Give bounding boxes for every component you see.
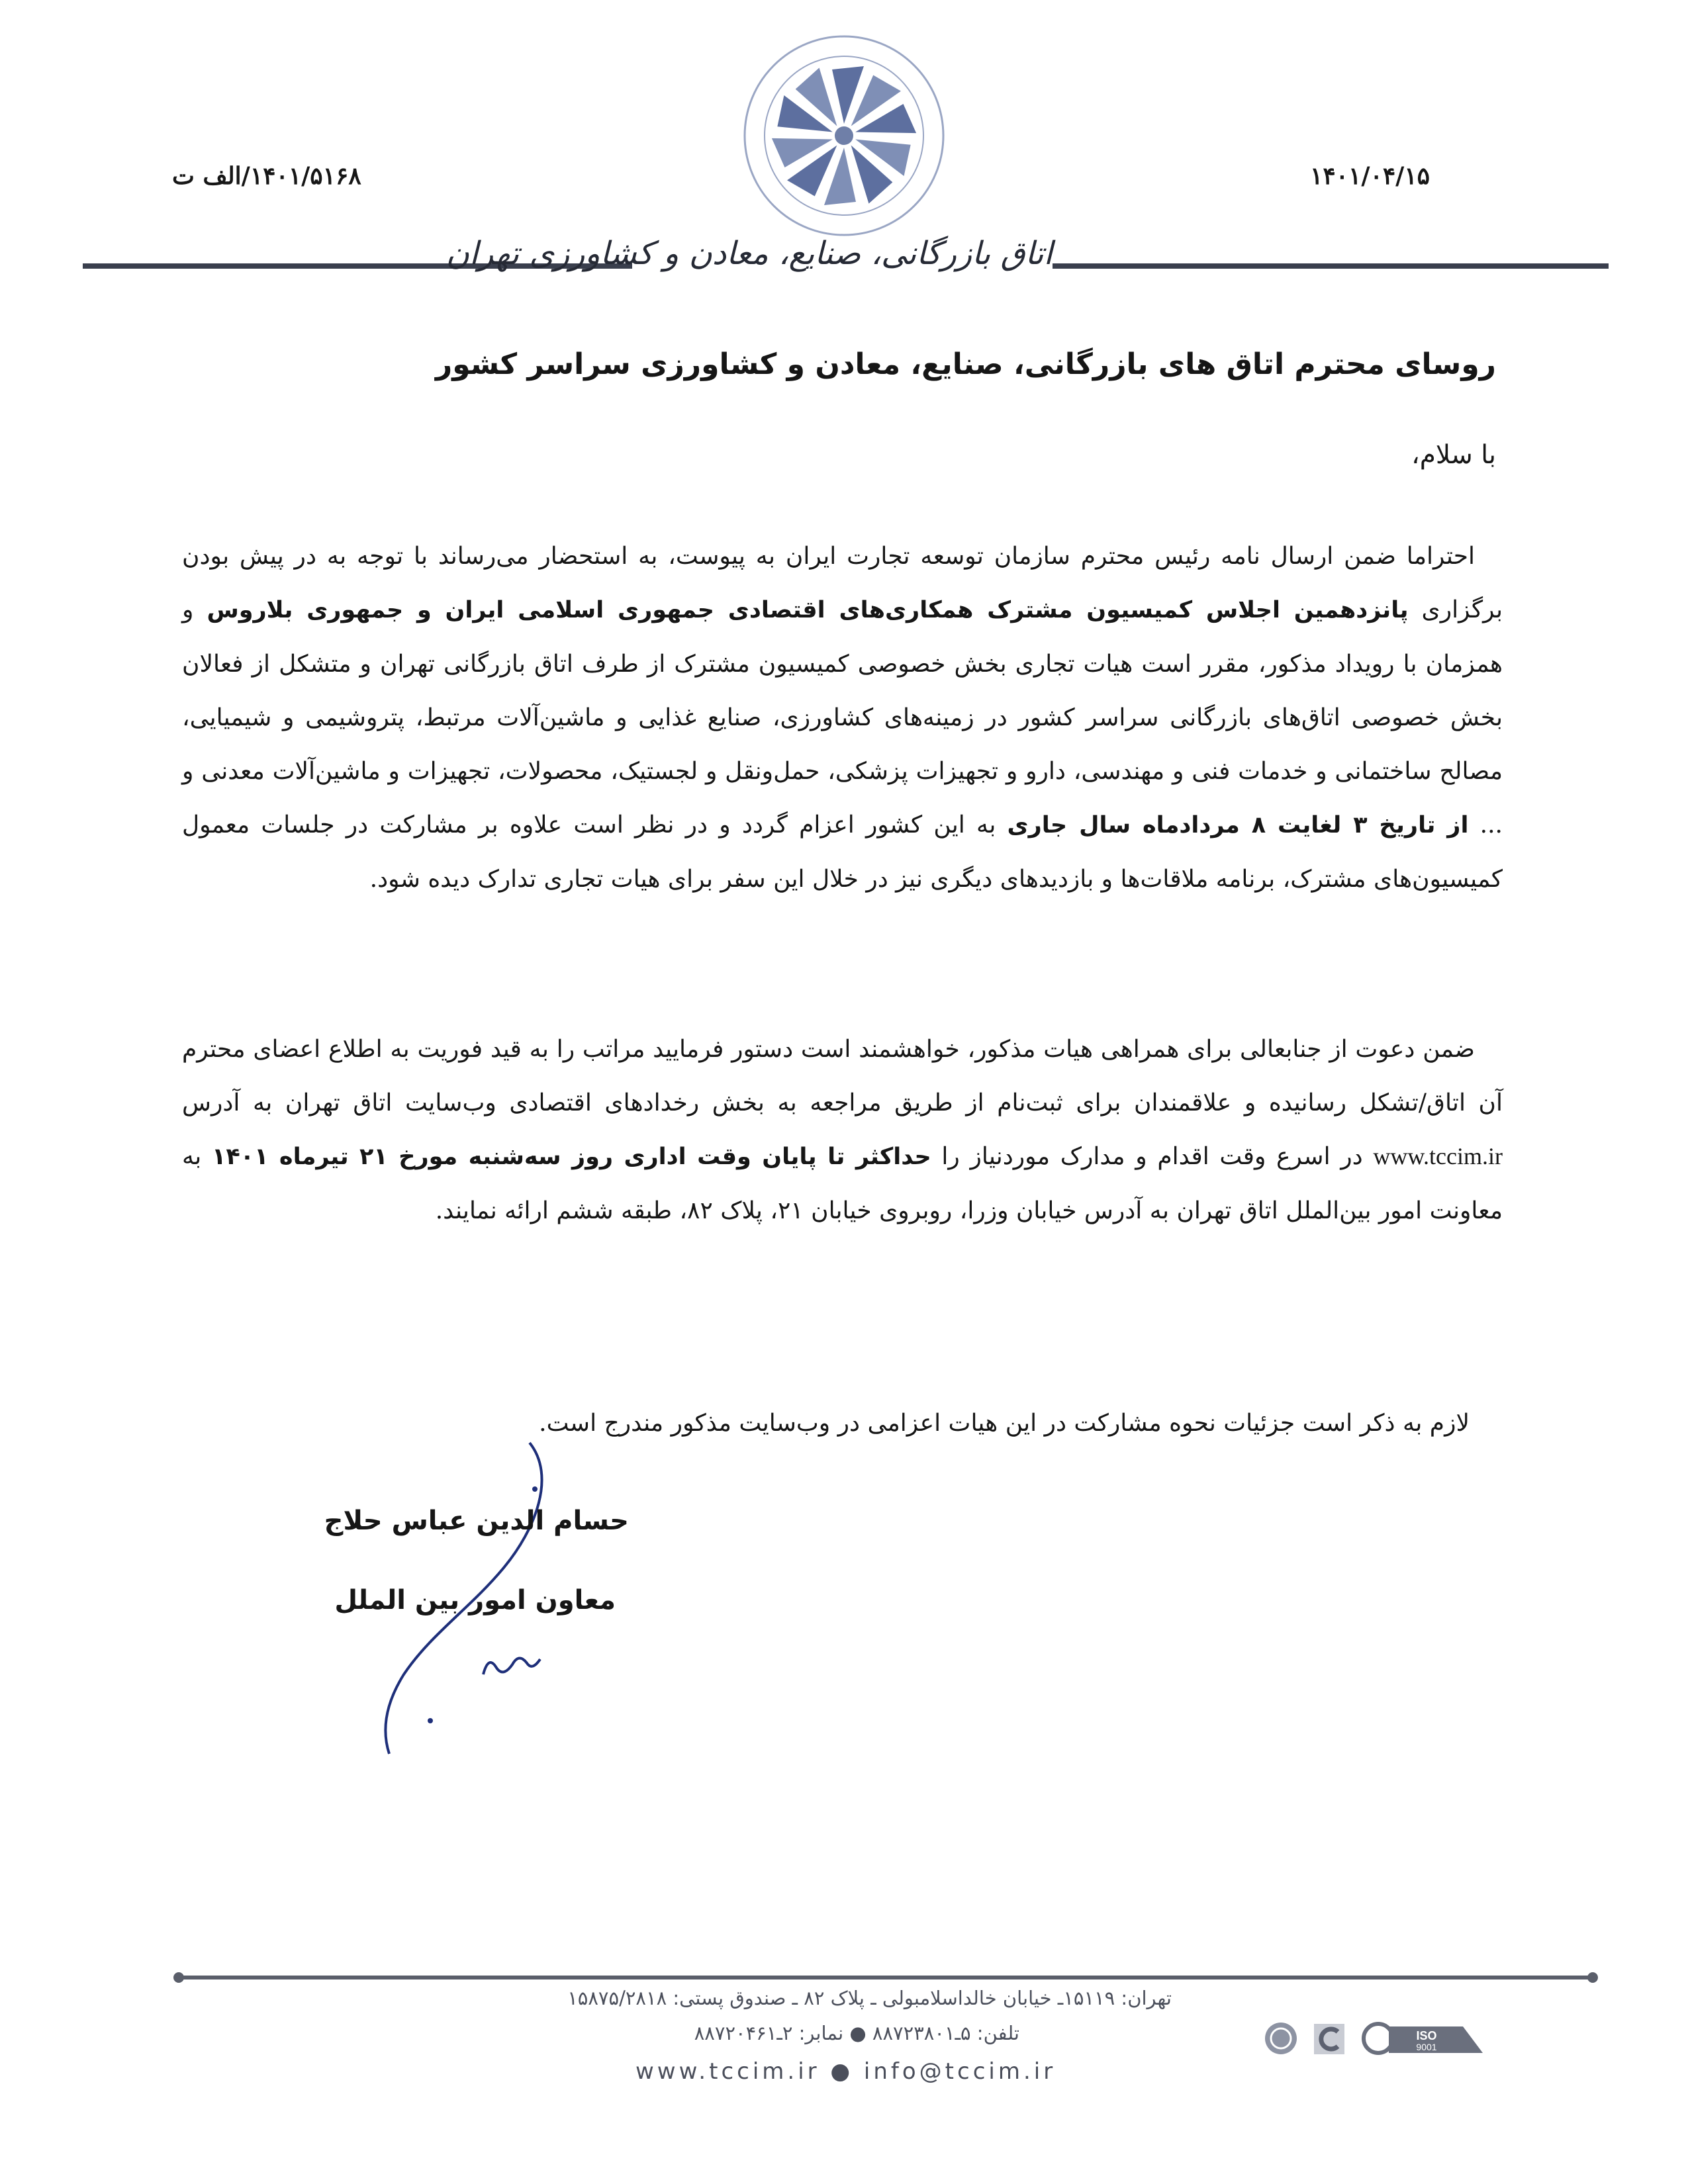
- header-rule: [1053, 263, 1609, 269]
- recipient-line: روسای محترم اتاق های بازرگانی، صنایع، معادن و کشاورزی سراسر کشور: [435, 347, 1496, 381]
- footer-web: www.tccim.ir ● info@tccim.ir: [635, 2058, 1056, 2085]
- p2-deadline: حداکثر تا پایان وقت اداری روز سه‌شنبه مورخ ۲۱ تیرماه ۱۴۰۱: [212, 1144, 931, 1170]
- p1-event-title: پانزدهمین اجلاس کمیسیون مشترک همکاری‌های اقتصادی جمهوری اسلامی ایران و جمهوری بلاروس: [207, 597, 1409, 623]
- salutation: با سلام،: [1411, 440, 1496, 470]
- p1-trip-dates: از تاریخ ۳ لغایت ۸ مردادماه سال جاری: [1007, 812, 1469, 839]
- letter-number: ۱۴۰۱/۵۱۶۸/الف ت: [172, 162, 361, 190]
- p1-text: و همزمان با رویداد مذکور، مقرر است هیات تجاری بخش خصوصی کمیسیون مشترک از طرف اتاق بازرگانی تهران و متشکل از فعالان بخش خصوصی اتاق‌های بازرگانی سراسر کشور در زمینه‌های کشاورزی، صنایع غذایی و ماشین‌آلات مرتبط، پتروشیمی و شیمیایی، مصالح ساختمانی و خدمات فنی و مهندسی، دارو و تجهیزات پزشکی، حمل‌ونقل و لجستیک، محصولات، تجهیزات و ماشین‌آلات معدنی و ...: [182, 596, 1503, 839]
- iso-number: 9001: [1416, 2042, 1437, 2052]
- certification-badges: [1258, 2012, 1489, 2065]
- signer-title: معاون امور بین الملل: [334, 1585, 616, 1615]
- footer-rule: [179, 1976, 1592, 1979]
- footer-rule-end: [1587, 1972, 1598, 1983]
- body-paragraph-2: [182, 1023, 1503, 1238]
- tccim-pinwheel-logo-icon: [731, 30, 957, 242]
- body-paragraph-3: لازم به ذکر است جزئیات نحوه مشارکت در این هیات اعزامی در وب‌سایت مذکور مندرج است.: [539, 1410, 1470, 1437]
- certification-seal-icon: [1265, 2023, 1297, 2054]
- p2-website: www.tccim.ir: [1373, 1143, 1503, 1169]
- letter-date: ۱۴۰۱/۰۴/۱۵: [1310, 162, 1430, 190]
- c-mark-icon: [1314, 2024, 1344, 2054]
- signer-name: حسام الدین عباس حلاج: [324, 1506, 629, 1536]
- p2-text: ضمن دعوت از جنابعالی برای همراهی هیات مذکور، خواهشمند است دستور فرمایید مراتب را به قید فوریت به اطلاع اعضای محترم آن اتاق/تشکل رسانیده و علاقمندان برای ثبت‌نام از طریق مراجعه به بخش رخدادهای اقتصادی وب‌سایت اتاق تهران به آدرس: [182, 1036, 1503, 1116]
- iso-label: ISO: [1416, 2029, 1437, 2042]
- footer-address: تهران: ۱۵۱۱۹ـ خیابان خالداسلامبولی ـ پلاک ۸۲ ـ صندوق پستی: ۱۵۸۷۵/۲۸۱۸: [567, 1987, 1172, 2009]
- p1-text: احتراما ضمن ارسال نامه رئیس محترم سازمان توسعه تجارت ایران به پیوست، به استحضار می‌رساند با توجه به در پیش بودن برگزاری: [182, 543, 1503, 623]
- organization-name: اتاق بازرگانی، صنایع، معادن و کشاورزی تهران: [445, 235, 1053, 272]
- body-paragraph-1: [182, 529, 1503, 906]
- p1-text: به این کشور اعزام گردد و در نظر است علاوه بر مشارکت در جلسات معمول کمیسیون‌های مشترک، برنامه ملاقات‌ها و بازدیدهای دیگری نیز در خلال این سفر برای هیات تجاری تدارک دیده شود.: [182, 811, 1503, 893]
- p2-text: به معاونت امور بین‌الملل اتاق تهران به آدرس خیابان وزرا، روبروی خیابان ۲۱، پلاک ۸۲، طبقه ششم ارائه نمایند.: [182, 1143, 1503, 1224]
- footer-phone: تلفن: ۵ـ۸۸۷۲۳۸۰۱ ● نمابر: ۲ـ۸۸۷۲۰۴۶۱: [694, 2022, 1019, 2044]
- iso-9001-icon: [1364, 2024, 1483, 2053]
- p2-text: در اسرع وقت اقدام و مدارک موردنیاز را: [931, 1143, 1374, 1170]
